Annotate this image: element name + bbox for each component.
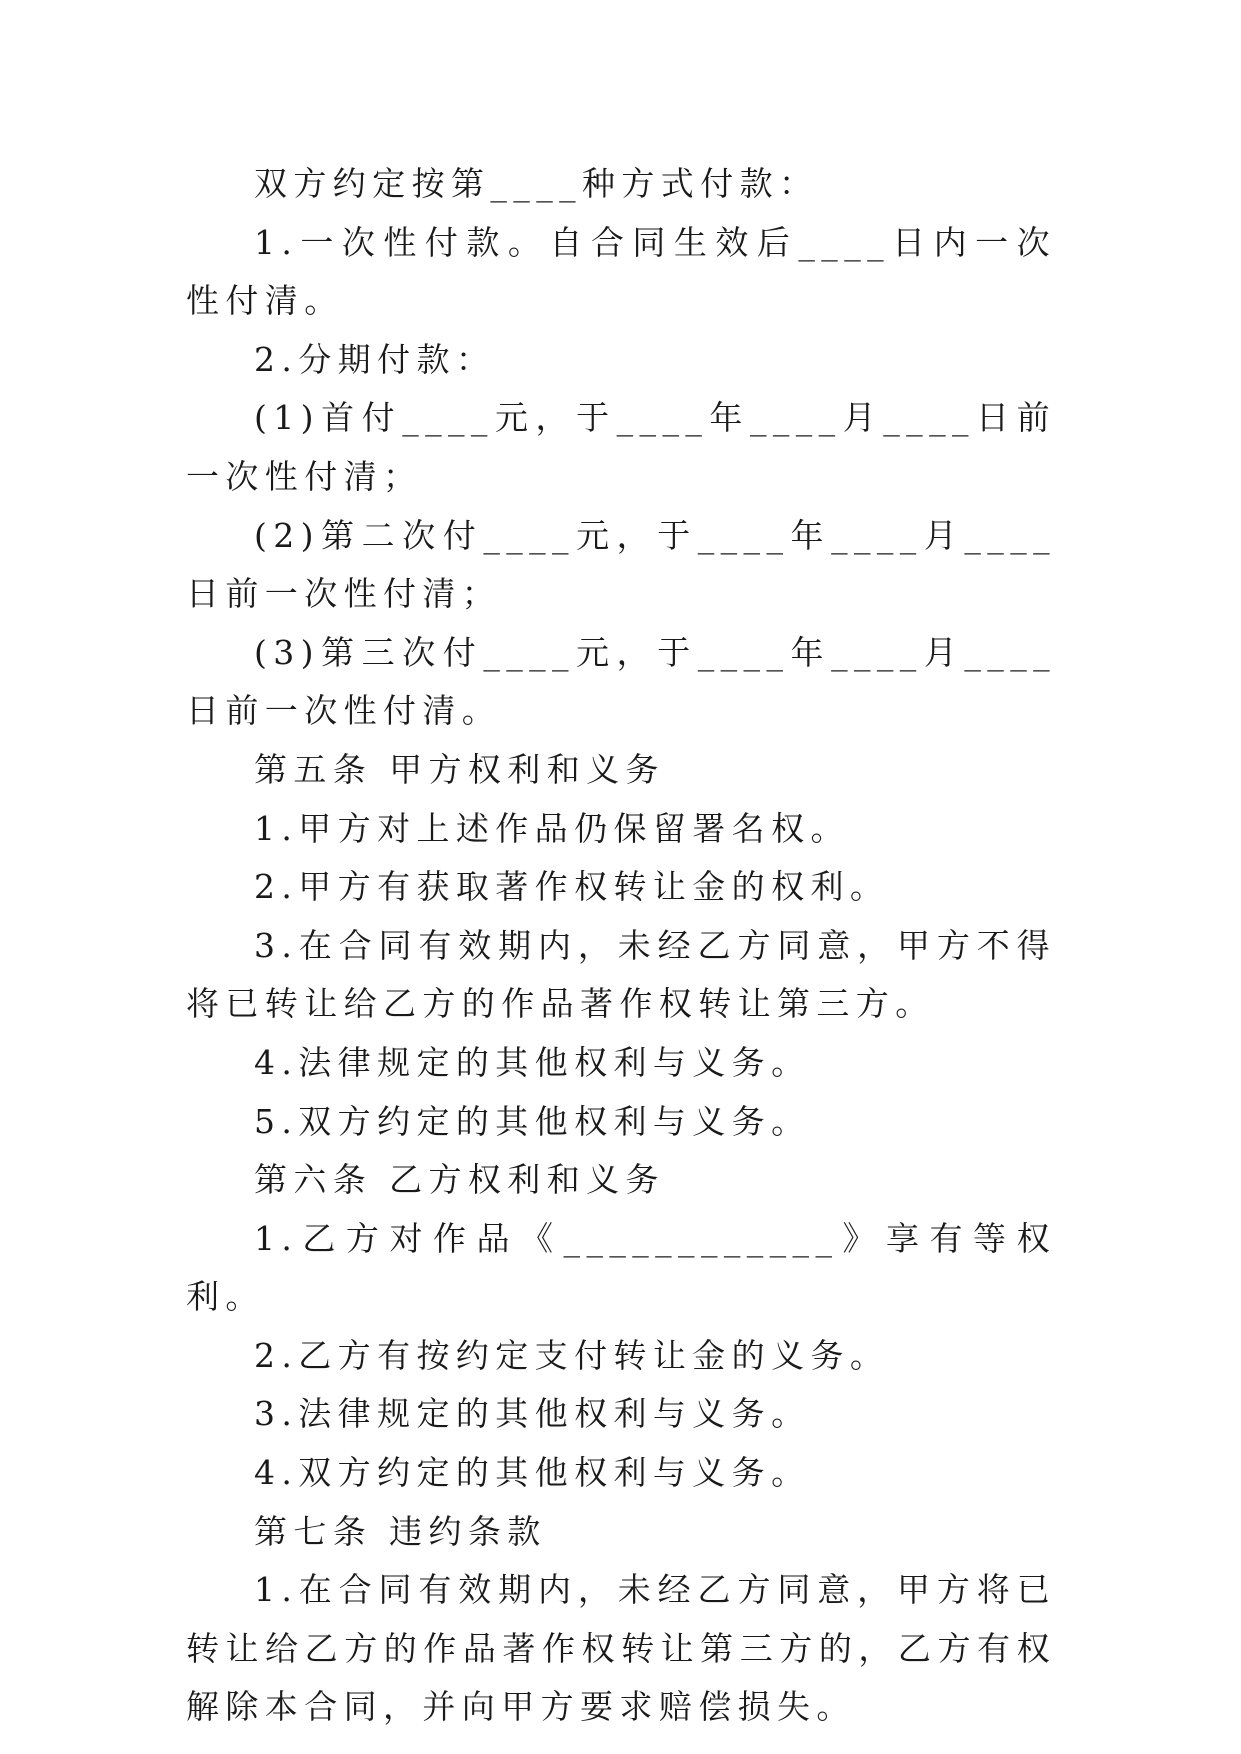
- document-body: [186, 155, 1056, 1737]
- article-5-heading: 第五条 甲方权利和义务: [254, 749, 665, 789]
- article-7-item-1: 1.在合同有效期内，未经乙方同意，甲方将已转让给乙方的作品著作权转让第三方的，乙方有权解除本合同，并向甲方要求赔偿损失。: [186, 1570, 1056, 1727]
- payment-method-clause: 双方约定按第____种方式付款：: [254, 164, 819, 203]
- article-7-heading: 第七条 违约条款: [254, 1511, 547, 1551]
- installment-first: (1)首付____元，于____年____月____日前一次性付清；: [186, 398, 1056, 496]
- article-5-item-1: 1.甲方对上述作品仍保留署名权。: [254, 808, 850, 848]
- article-6-item-4: 4.双方约定的其他权利与义务。: [254, 1453, 811, 1493]
- article-5-item-2: 2.甲方有获取著作权转让金的权利。: [254, 867, 890, 907]
- article-6-item-3: 3.法律规定的其他权利与义务。: [254, 1394, 811, 1434]
- article-6-item-2: 2.乙方有按约定支付转让金的义务。: [254, 1335, 890, 1375]
- article-5-item-3: 3.在合同有效期内，未经乙方同意，甲方不得将已转让给乙方的作品著作权转让第三方。: [186, 925, 1056, 1024]
- installment-second: (2)第二次付____元，于____年____月____日前一次性付清；: [186, 515, 1056, 614]
- article-6-item-1: 1.乙方对作品《____________》享有等权利。: [186, 1218, 1056, 1317]
- article-5-item-5: 5.双方约定的其他权利与义务。: [254, 1101, 811, 1141]
- installment-third: (3)第三次付____元，于____年____月____日前一次性付清。: [186, 632, 1056, 731]
- article-5-item-4: 4.法律规定的其他权利与义务。: [254, 1042, 811, 1082]
- article-6-heading: 第六条 乙方权利和义务: [254, 1160, 665, 1200]
- installment-payment-item: 2.分期付款：: [254, 339, 496, 379]
- lump-sum-payment-item: 1.一次性付款。自合同生效后____日内一次性付清。: [186, 222, 1056, 321]
